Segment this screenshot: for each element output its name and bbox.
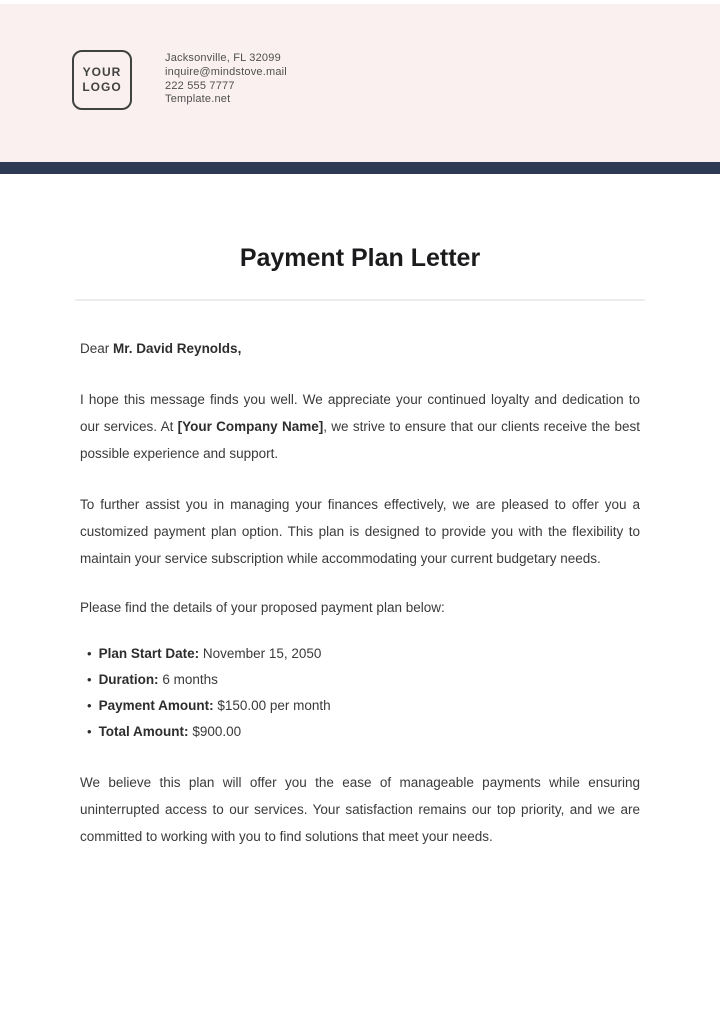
company-name-placeholder: [Your Company Name] [177, 419, 324, 434]
title-divider [75, 299, 645, 301]
plan-details-list [80, 641, 640, 745]
closing-paragraph: We believe this plan will offer you the ease of manageable payments while ensuring uninterrupted access to our services. Your satisfaction remains our top priority, and we are committed to working with you to find solutions that meet your needs. [80, 775, 640, 844]
contact-email: inquire@mindstove.mail [165, 65, 287, 78]
intro-paragraph [80, 386, 640, 467]
letter-body [0, 335, 720, 850]
plan-detail-duration [87, 667, 640, 693]
contact-phone: 222 555 7777 [165, 79, 235, 92]
contact-address: Jacksonville, FL 32099 [165, 52, 281, 64]
logo-text-line1: YOUR [82, 65, 122, 79]
detail-value: $900.00 [192, 724, 242, 739]
logo-placeholder [72, 50, 132, 110]
plan-detail-start-date [87, 641, 640, 667]
contact-website: Template.net [165, 93, 231, 106]
letter-title: Payment Plan Letter [239, 244, 481, 272]
offer-paragraph: To further assist you in managing your finances effectively, we are pleased to offer you a customized payment plan option. This plan is designed to provide you with the flexibility to maintain your service subscription while accommodating your current budgetary needs. [80, 497, 640, 566]
plan-detail-payment-amount [87, 693, 640, 719]
letterhead [0, 4, 720, 162]
contact-info [165, 52, 287, 107]
salutation-prefix: Dear [80, 341, 110, 356]
detail-label: Duration: [98, 672, 159, 687]
recipient-name: Mr. David Reynolds, [113, 341, 242, 356]
plan-detail-total-amount [87, 719, 640, 745]
detail-value: November 15, 2050 [202, 646, 322, 661]
detail-value: $150.00 per month [217, 698, 331, 713]
detail-label: Payment Amount: [98, 698, 214, 713]
logo-text-line2: LOGO [82, 80, 122, 94]
intro-text-after: , we strive to ensure that our clients receive the best possible experience and support. [80, 419, 640, 461]
details-intro: Please find the details of your proposed payment plan below: [80, 600, 445, 615]
detail-value: 6 months [162, 672, 218, 687]
detail-label: Total Amount: [98, 724, 189, 739]
intro-text-before: I hope this message finds you well. We appreciate your continued loyalty and dedication to our services. At [80, 392, 640, 434]
salutation [80, 335, 640, 362]
detail-label: Plan Start Date: [98, 646, 200, 661]
accent-bar [0, 162, 720, 174]
